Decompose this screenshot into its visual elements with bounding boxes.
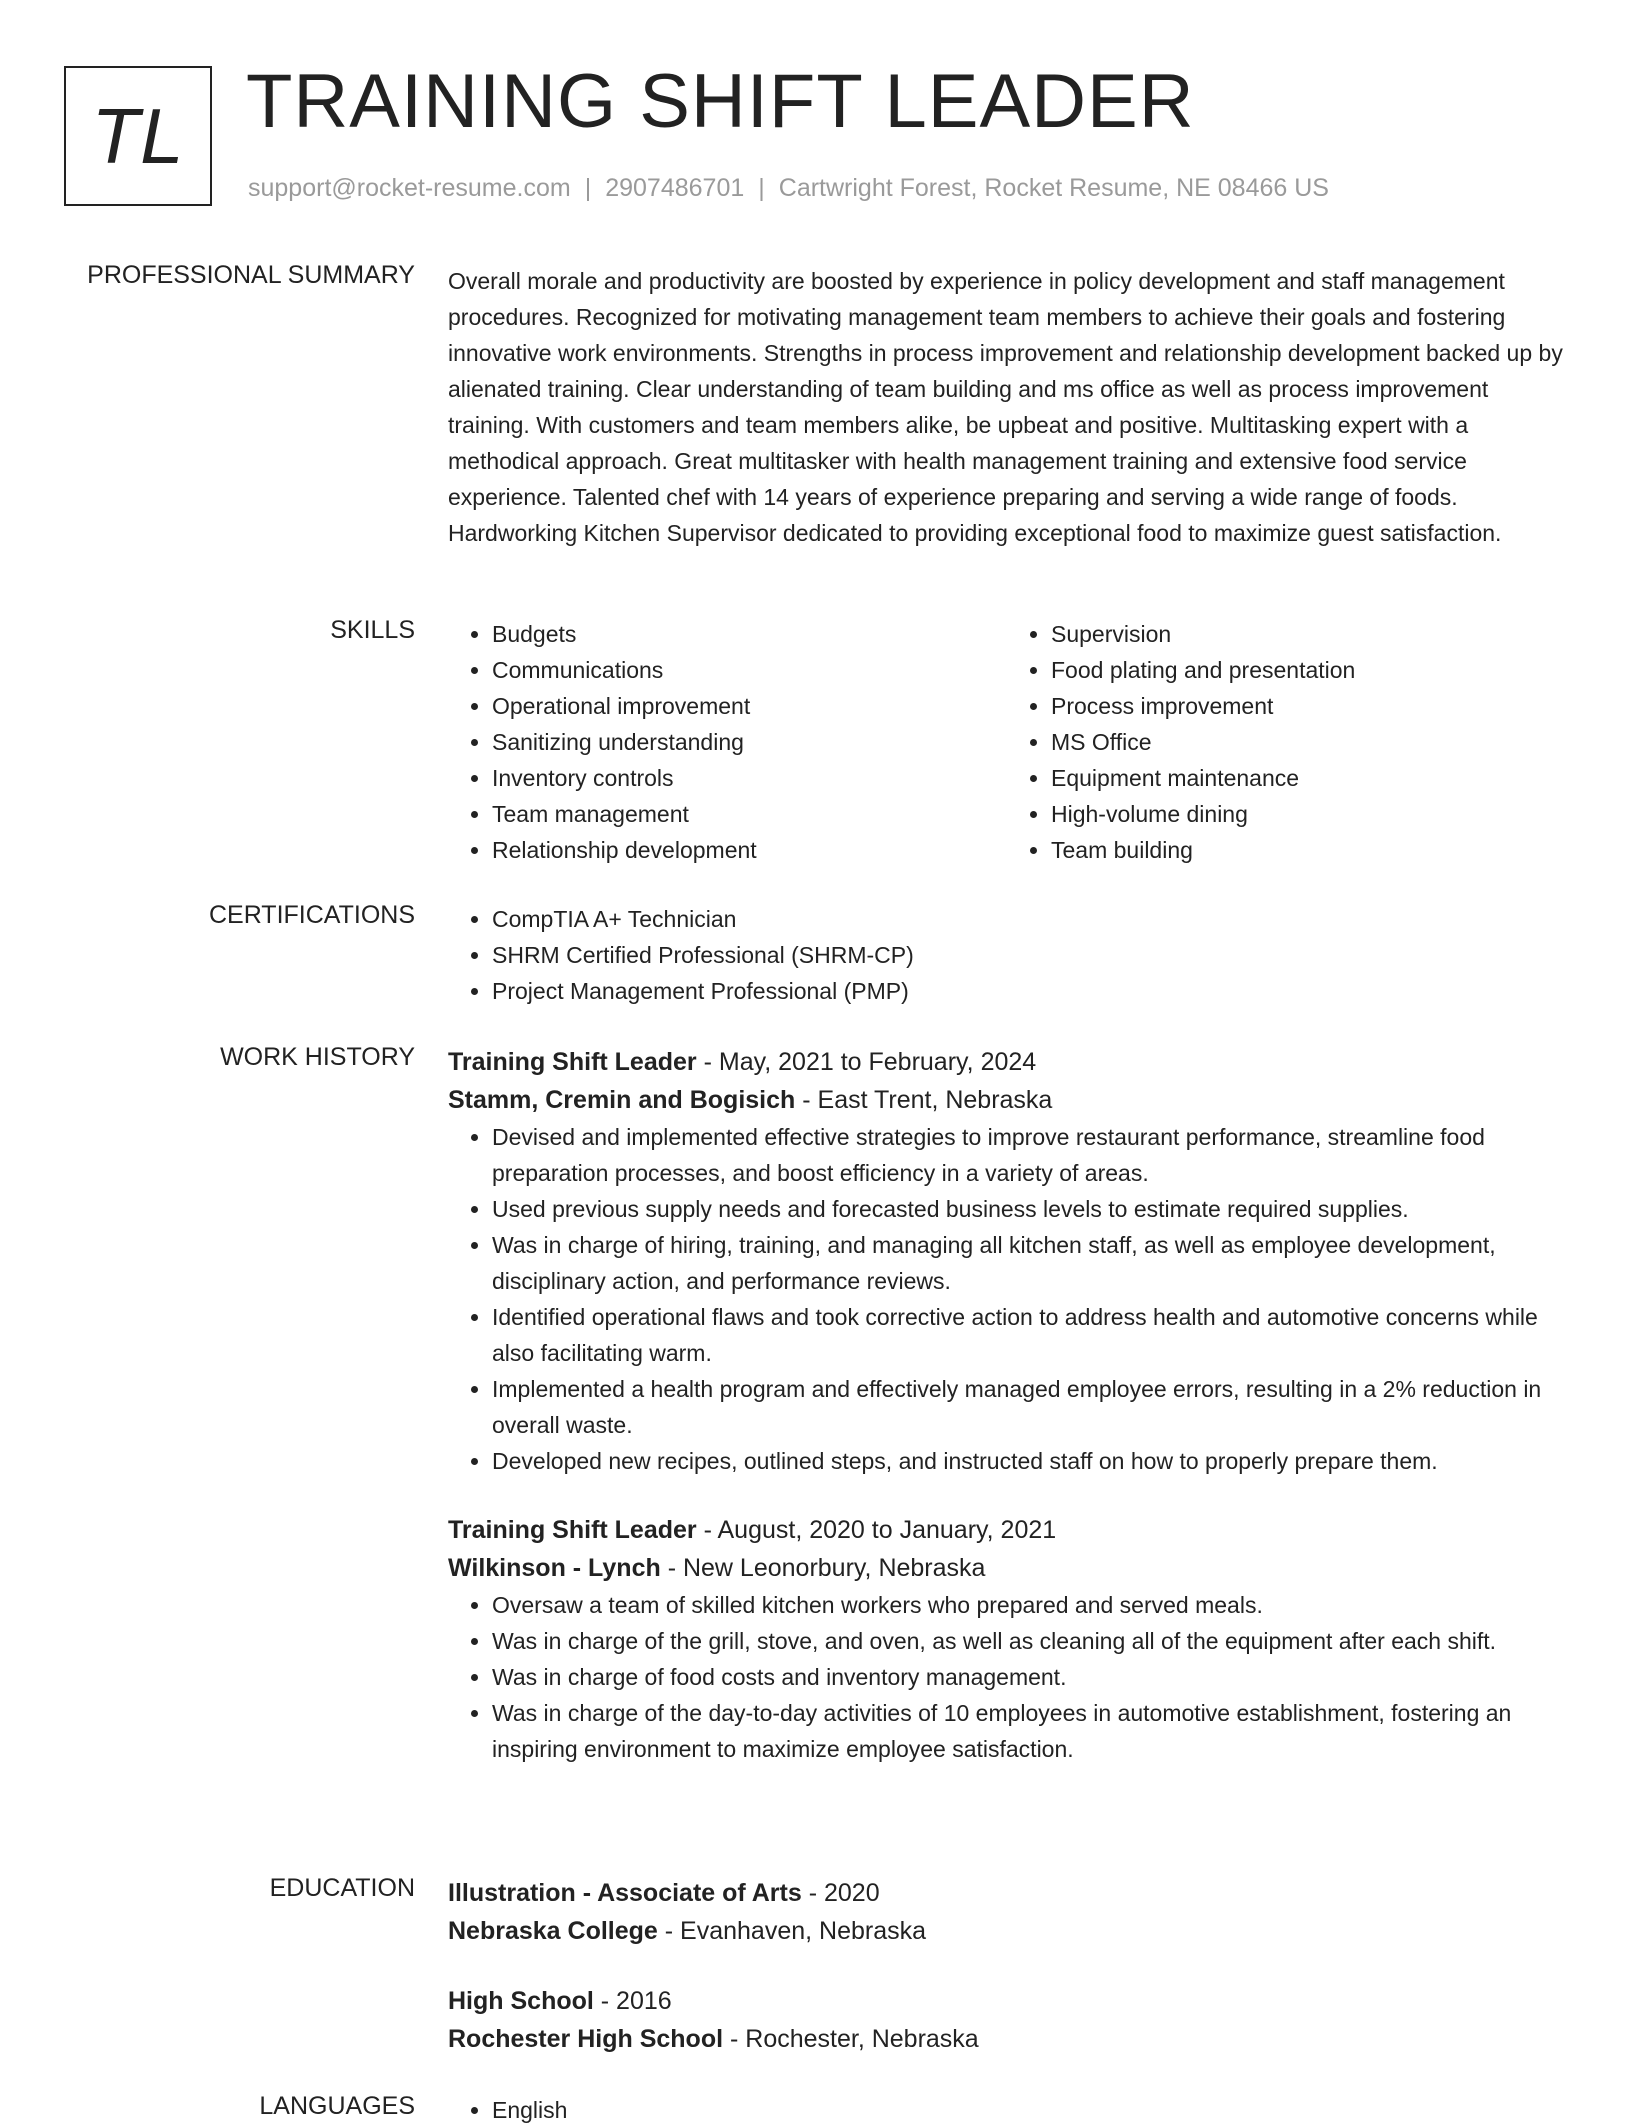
skill-item: • Inventory controls [492,760,1007,796]
summary-text: Overall morale and productivity are boosted by experience in policy development and staff management procedures. Recognized for motivating management team members to achieve their goals and fostering innovative work environments. Strengths in process improvement and relationship development backed up by alienated training. Clear understanding of team building and ms office as well as process improvement training. With customers and team members alike, be upbeat and positive. Multitasking expert with a methodical approach. Great multitasker with health management training and extensive food service experience. Talented chef with 14 years of experience preparing and serving a wide range of foods. Hardworking Kitchen Supervisor dedicated to providing exceptional food to maximize guest satisfaction. [448,268,1563,546]
job-bullet: • Used previous supply needs and forecasted business levels to estimate required supplies. [492,1191,1566,1227]
company-line [448,1081,1566,1119]
education-school: Rochester High School [448,2025,724,2053]
skill-item: • Sanitizing understanding [492,724,1007,760]
job-bullet: • Devised and implemented effective strategies to improve restaurant performance, streamline food preparation processes, and boost efficiency in a variety of areas. [492,1119,1566,1191]
section-label-work-history: WORK HISTORY [220,1043,415,1071]
monogram-initials: TL [91,91,185,180]
company-name: Stamm, Cremin and Bogisich [448,1086,796,1114]
company-location: - New Leonorbury, Nebraska [660,1554,986,1582]
education-degree-line [448,1982,1566,2020]
certification-item: • CompTIA A+ Technician [492,901,1566,937]
education-school-line [448,2020,1566,2058]
skill-item: • Operational improvement [492,688,1007,724]
education-location: - Rochester, Nebraska [723,2025,979,2053]
education-degree-line [448,1874,1566,1912]
skills-columns [448,616,1566,868]
work-history-body [448,1043,1566,1767]
skill-item: • High-volume dining [1051,796,1566,832]
section-label-certifications: CERTIFICATIONS [208,901,415,929]
education-entry [448,1874,1566,1950]
languages-list [448,2092,1566,2128]
contact-line [248,174,1329,203]
skill-item: • Supervision [1051,616,1566,652]
job-entry [448,1043,1566,1479]
certifications-body [448,901,1566,1009]
company-name: Wilkinson - Lynch [448,1554,661,1582]
contact-separator: | [758,174,765,202]
job-title: Training Shift Leader [448,1048,697,1076]
job-bullet: • Was in charge of hiring, training, and managing all kitchen staff, as well as employee development, disciplinary action, and performance reviews. [492,1227,1566,1299]
contact-separator: | [584,174,592,202]
contact-phone[interactable]: 2907486701 [605,174,745,202]
skills-list-right [1007,616,1566,868]
contact-email[interactable]: support@rocket-resume.com [248,174,571,202]
skill-item: • Food plating and presentation [1051,652,1566,688]
education-degree: Illustration - Associate of Arts [448,1879,802,1907]
education-location: - Evanhaven, Nebraska [657,1917,927,1945]
education-degree: High School [448,1987,594,2015]
job-bullet: • Was in charge of food costs and inventory management. [492,1659,1566,1695]
certification-item: • Project Management Professional (PMP) [492,973,1566,1009]
section-label-education: EDUCATION [269,1874,415,1902]
section-label-languages: LANGUAGES [259,2092,415,2120]
skill-item: • Team building [1051,832,1566,868]
languages-body [448,2092,1566,2128]
skill-item: • Process improvement [1051,688,1566,724]
skill-item: • Equipment maintenance [1051,760,1566,796]
certifications-list [448,901,1566,1009]
skill-item: • Budgets [492,616,1007,652]
resume-name: TRAINING SHIFT LEADER [246,59,1195,144]
certification-item: • SHRM Certified Professional (SHRM-CP) [492,937,1566,973]
skill-item: • MS Office [1051,724,1566,760]
job-bullets [448,1119,1566,1479]
education-school-line [448,1912,1566,1950]
education-year: - 2020 [801,1879,880,1907]
skills-list-left [448,616,1007,868]
job-bullet: • Identified operational flaws and took corrective action to address health and automotive concerns while also facilitating warm. [492,1299,1566,1371]
job-title-line [448,1511,1566,1549]
education-year: - 2016 [593,1987,672,2015]
skill-item: • Team management [492,796,1007,832]
job-dates: - May, 2021 to February, 2024 [696,1048,1037,1076]
job-title-line [448,1043,1566,1081]
education-entry [448,1982,1566,2058]
monogram-box [64,66,212,206]
job-bullet: • Was in charge of the grill, stove, and oven, as well as cleaning all of the equipment after each shift. [492,1623,1566,1659]
job-bullet: • Oversaw a team of skilled kitchen workers who prepared and served meals. [492,1587,1566,1623]
job-bullet: • Developed new recipes, outlined steps, and instructed staff on how to properly prepare them. [492,1443,1566,1479]
job-bullet: • Implemented a health program and effectively managed employee errors, resulting in a 2% reduction in overall waste. [492,1371,1566,1443]
job-bullets [448,1587,1566,1767]
skill-item: • Communications [492,652,1007,688]
job-dates: - August, 2020 to January, 2021 [696,1516,1057,1544]
job-title: Training Shift Leader [448,1516,697,1544]
job-entry [448,1511,1566,1767]
education-body [448,1874,1566,2058]
section-label-summary: PROFESSIONAL SUMMARY [87,261,415,289]
job-bullet: • Was in charge of the day-to-day activities of 10 employees in automotive establishment, fostering an inspiring environment to maximize employee satisfaction. [492,1695,1566,1767]
section-label-skills: SKILLS [330,616,415,644]
education-school: Nebraska College [448,1917,658,1945]
skill-item: • Relationship development [492,832,1007,868]
contact-address: Cartwright Forest, Rocket Resume, NE 08466 US [778,174,1329,202]
company-line [448,1549,1566,1587]
language-item: • English [492,2092,1566,2128]
company-location: - East Trent, Nebraska [795,1086,1053,1114]
